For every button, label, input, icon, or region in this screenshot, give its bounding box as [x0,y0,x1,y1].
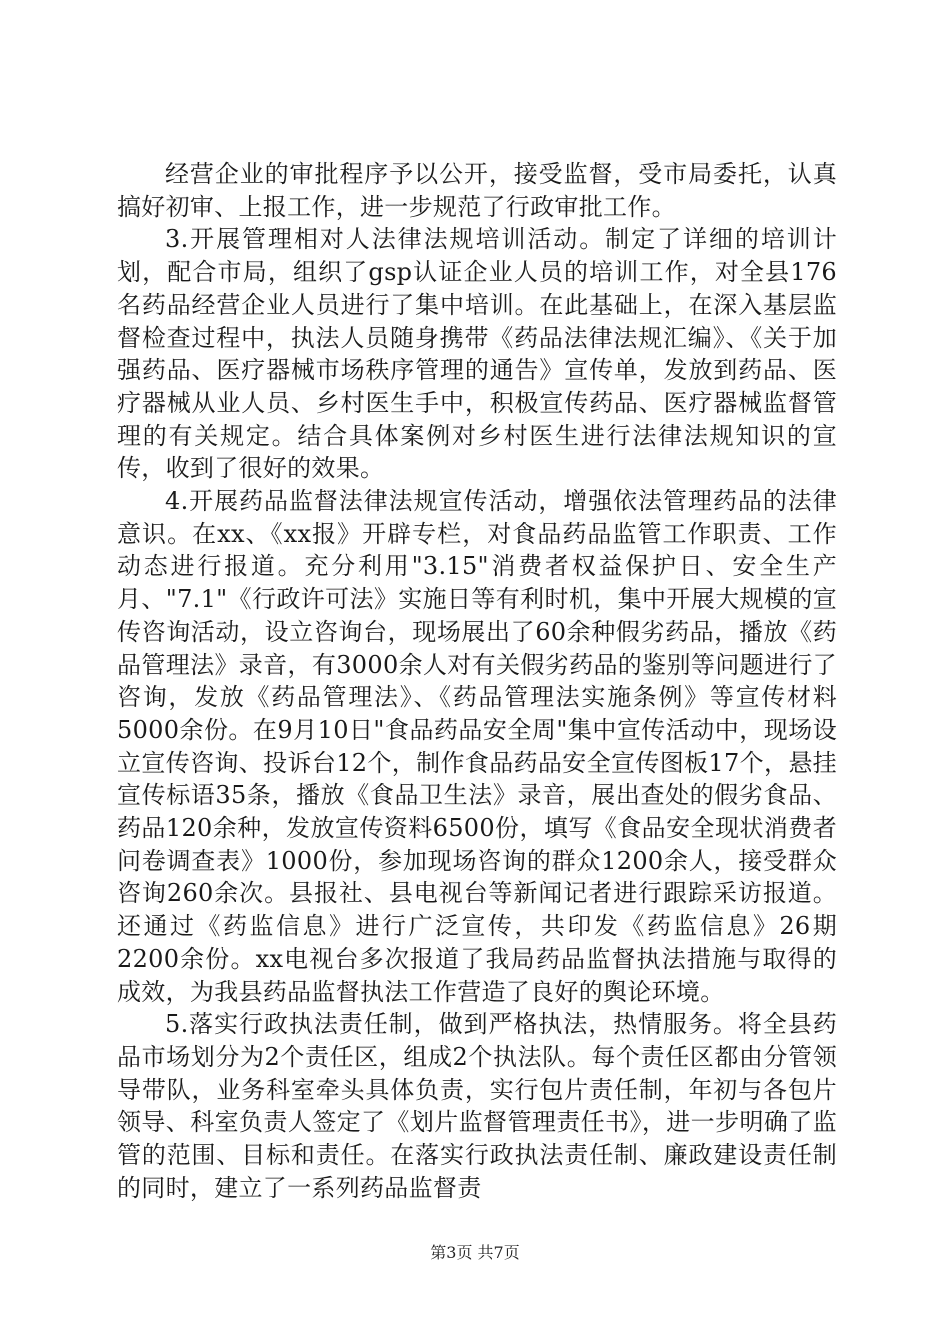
paragraph-item-4: 4.开展药品监督法律法规宣传活动，增强依法管理药品的法律意识。在xx、《xx报》开辟专栏，对食品药品监管工作职责、工作动态进行报道。充分利用"3.15"消费者权益保护日、安全生产月、"7.1"《行政许可法》实施日等有利时机，集中开展大规模的宣传咨询活动，设立咨询台，现场展出了60余种假劣药品，播放《药品管理法》录音，有3000余人对有关假劣药品的鉴别等问题进行了咨询，发放《药品管理法》、《药品管理法实施条例》等宣传材料5000余份。在9月10日"食品药品安全周"集中宣传活动中，现场设立宣传咨询、投诉台12个，制作食品药品安全宣传图板17个，悬挂宣传标语35条，播放《食品卫生法》录音，展出查处的假劣食品、药品120余种，发放宣传资料6500份，填写《食品安全现状消费者问卷调查表》1000份，参加现场咨询的群众1200余人，接受群众咨询260余次。县报社、县电视台等新闻记者进行跟踪采访报道。还通过《药监信息》进行广泛宣传，共印发《药监信息》26期2200余份。xx电视台多次报道了我局药品监督执法措施与取得的成效，为我县药品监督执法工作营造了良好的舆论环境。 [117,487,837,1006]
paragraph-item-5: 5.落实行政执法责任制，做到严格执法，热情服务。将全县药品市场划分为2个责任区，组成2个执法队。每个责任区都由分管领导带队，业务科室牵头具体负责，实行包片责任制，年初与各包片领导、科室负责人签定了《划片监督管理责任书》，进一步明确了监管的范围、目标和责任。在落实行政执法责任制、廉政建设责任制的同时，建立了一系列药品监督责 [117,1010,837,1202]
page-number-footer: 第3页 共7页 [430,1243,520,1262]
document-body [117,158,837,1205]
paragraph-continuation: 经营企业的审批程序予以公开，接受监督，受市局委托，认真搞好初审、上报工作，进一步规范了行政审批工作。 [117,160,837,221]
paragraph-item-3: 3.开展管理相对人法律法规培训活动。制定了详细的培训计划，配合市局，组织了gsp认证企业人员的培训工作，对全县176名药品经营企业人员进行了集中培训。在此基础上，在深入基层监督检查过程中，执法人员随身携带《药品法律法规汇编》、《关于加强药品、医疗器械市场秩序管理的通告》宣传单，发放到药品、医疗器械从业人员、乡村医生手中，积极宣传药品、医疗器械监督管理的有关规定。结合具体案例对乡村医生进行法律法规知识的宣传，收到了很好的效果。 [117,225,837,483]
